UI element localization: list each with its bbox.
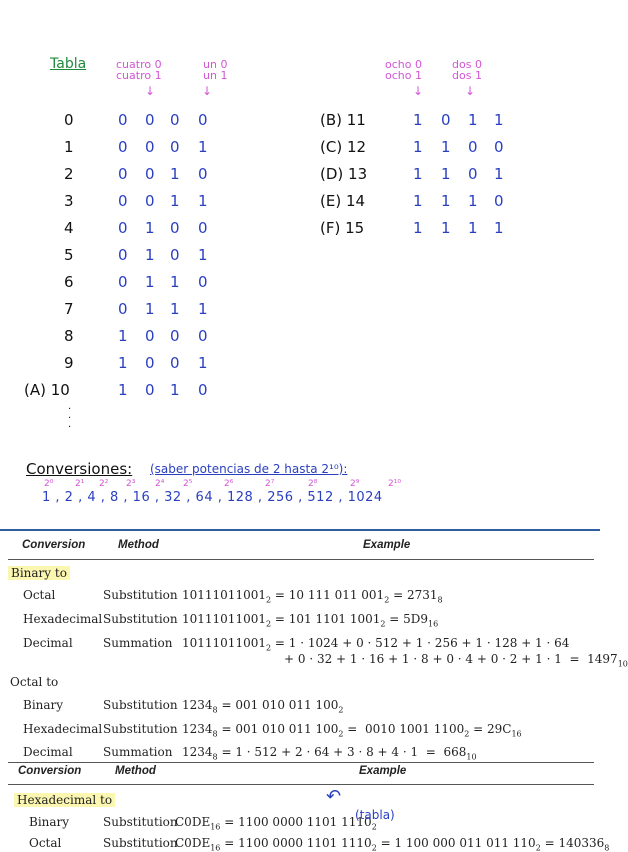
left-bit: 0 xyxy=(118,138,128,156)
left-bit: 0 xyxy=(118,111,128,129)
row-h-bin-example: $C0DE_{16} = 1100$ 0000 1101 $1110_2$ xyxy=(175,815,377,832)
left-bit: 0 xyxy=(145,165,155,183)
header-ocho-0: ocho 0 xyxy=(385,58,422,71)
header-example: Example xyxy=(363,539,411,551)
left-decimal: 4 xyxy=(64,219,74,237)
left-bit: 1 xyxy=(170,273,180,291)
row-h-oct-target: Octal xyxy=(29,836,62,850)
left-bit: 0 xyxy=(198,273,208,291)
left-decimal: 1 xyxy=(64,138,74,156)
right-bit: 1 xyxy=(413,111,423,129)
header-dos-1: dos 1 xyxy=(452,69,482,82)
header-method-2: Method xyxy=(115,765,156,777)
conversiones-note: (saber potencias de 2 hasta 2¹⁰): xyxy=(150,462,348,476)
header-rule-2 xyxy=(8,784,594,785)
right-bit: 1 xyxy=(468,192,478,210)
header-cuatro-1: cuatro 1 xyxy=(116,69,162,82)
power-label: 2⁵ xyxy=(183,479,193,489)
left-bit: 0 xyxy=(118,246,128,264)
left-bit: 1 xyxy=(170,381,180,399)
left-bit: 1 xyxy=(198,192,208,210)
power-label: 2⁴ xyxy=(155,479,165,489)
left-bit: 1 xyxy=(145,219,155,237)
right-bit: 0 xyxy=(468,165,478,183)
header-dos-0: dos 0 xyxy=(452,58,482,71)
left-bit: 1 xyxy=(170,300,180,318)
left-bit: 1 xyxy=(198,354,208,372)
row-o-dec-target: Decimal xyxy=(23,745,73,759)
left-bit: 1 xyxy=(198,246,208,264)
header-conversion: Conversion xyxy=(22,539,86,551)
power-label: 2⁷ xyxy=(265,479,275,489)
right-bit: 1 xyxy=(468,219,478,237)
right-bit: 1 xyxy=(413,138,423,156)
row-o-hex-method: Substitution xyxy=(103,722,178,736)
arrow-down-icon: ↓ xyxy=(465,84,476,98)
left-bit: 1 xyxy=(118,327,128,345)
row-b-octal-target: Octal xyxy=(23,588,56,602)
left-bit: 1 xyxy=(145,300,155,318)
header-un-1: un 1 xyxy=(203,69,228,82)
left-decimal: 5 xyxy=(64,246,74,264)
row-h-bin-method: Substitution xyxy=(103,815,178,829)
row-o-dec-method: Summation xyxy=(103,745,173,759)
left-bit: 0 xyxy=(198,219,208,237)
ellipsis-dots: . . . xyxy=(68,401,72,430)
right-bit: 1 xyxy=(468,111,478,129)
group-hex-to: Hexadecimal to xyxy=(14,793,115,807)
arrow-down-icon: ↓ xyxy=(413,84,424,98)
left-bit: 0 xyxy=(170,354,180,372)
right-decimal: (E) 14 xyxy=(320,192,366,210)
left-bit: 1 xyxy=(145,246,155,264)
left-bit: 1 xyxy=(118,354,128,372)
left-decimal: (A) 10 xyxy=(24,381,70,399)
left-decimal: 7 xyxy=(64,300,74,318)
right-decimal: (F) 15 xyxy=(320,219,365,237)
power-label: 2⁶ xyxy=(224,479,234,489)
right-bit: 1 xyxy=(494,111,504,129)
left-bit: 0 xyxy=(118,273,128,291)
section-rule xyxy=(8,762,594,763)
row-b-octal-example: $10111011001_2 = 10$ 111 011 $001_2 = 2731_8$ xyxy=(182,588,443,605)
arrow-down-icon: ↓ xyxy=(145,84,156,98)
group-octal-to: Octal to xyxy=(10,675,59,689)
header-example-2: Example xyxy=(359,765,407,777)
left-bit: 0 xyxy=(145,138,155,156)
left-decimal: 0 xyxy=(64,111,74,129)
left-decimal: 3 xyxy=(64,192,74,210)
right-bit: 1 xyxy=(441,138,451,156)
right-bit: 1 xyxy=(413,219,423,237)
left-decimal: 6 xyxy=(64,273,74,291)
power-label: 2² xyxy=(99,479,109,489)
left-bit: 0 xyxy=(145,381,155,399)
right-bit: 0 xyxy=(468,138,478,156)
power-label: 2¹⁰ xyxy=(388,479,401,489)
power-label: 2³ xyxy=(126,479,136,489)
left-bit: 0 xyxy=(198,111,208,129)
left-bit: 0 xyxy=(198,327,208,345)
left-bit: 0 xyxy=(170,219,180,237)
row-b-hex-method: Substitution xyxy=(103,612,178,626)
header-ocho-1: ocho 1 xyxy=(385,69,422,82)
left-bit: 0 xyxy=(170,111,180,129)
power-label: 2⁹ xyxy=(350,479,360,489)
row-b-dec-example-2: + $0 \cdot 32 + 1 \cdot 16 + 1 \cdot 8 + 0 \cdot 4 + 0 \cdot 2 + 1 \cdot 1 = 1497_{10}$ xyxy=(284,652,628,669)
row-h-oct-method: Substitution xyxy=(103,836,178,850)
left-bit: 0 xyxy=(118,165,128,183)
powers-values: 1 , 2 , 4 , 8 , 16 , 32 , 64 , 128 , 256 , 512 , 1024 xyxy=(42,490,383,505)
right-bit: 1 xyxy=(494,219,504,237)
power-label: 2¹ xyxy=(75,479,85,489)
conversiones-title: Conversiones: xyxy=(26,460,133,478)
row-o-bin-target: Binary xyxy=(23,698,64,712)
right-bit: 1 xyxy=(494,165,504,183)
header-un-0: un 0 xyxy=(203,58,228,71)
left-bit: 0 xyxy=(170,138,180,156)
left-bit: 0 xyxy=(145,192,155,210)
tabla-note: (tabla) xyxy=(355,808,395,822)
right-bit: 0 xyxy=(441,111,451,129)
row-o-bin-method: Substitution xyxy=(103,698,178,712)
right-bit: 1 xyxy=(441,192,451,210)
power-label: 2⁸ xyxy=(308,479,318,489)
row-b-dec-method: Summation xyxy=(103,636,173,650)
power-label: 2⁰ xyxy=(44,479,54,489)
row-b-octal-method: Substitution xyxy=(103,588,178,602)
row-b-dec-target: Decimal xyxy=(23,636,73,650)
header-cuatro-0: cuatro 0 xyxy=(116,58,162,71)
left-bit: 0 xyxy=(145,111,155,129)
curved-arrow-icon: ↶ xyxy=(326,786,342,807)
row-o-hex-example: $1234_8 = 001$ 010 011 $100_2 = 0010$ 1001 $1100_2 = 29C_{16}$ xyxy=(182,722,522,739)
right-bit: 1 xyxy=(441,165,451,183)
left-bit: 1 xyxy=(170,165,180,183)
left-decimal: 9 xyxy=(64,354,74,372)
left-bit: 0 xyxy=(170,327,180,345)
left-bit: 0 xyxy=(145,354,155,372)
row-h-bin-target: Binary xyxy=(29,815,70,829)
left-bit: 0 xyxy=(145,327,155,345)
group-binary-to: Binary to xyxy=(8,566,70,580)
left-bit: 0 xyxy=(118,219,128,237)
row-b-dec-example-1: $10111011001_2 = 1 \cdot 1024 + 0 \cdot 512 + 1 \cdot 256 + 1 \cdot 128 + 1 \cdot 64$ xyxy=(182,636,570,653)
row-o-dec-example: $1234_8 = 1 \cdot 512 + 2 \cdot 64 + 3 \cdot 8 + 4 \cdot 1 = 668_{10}$ xyxy=(182,745,477,762)
row-o-hex-target: Hexadecimal xyxy=(23,722,103,736)
right-bit: 0 xyxy=(494,138,504,156)
left-bit: 0 xyxy=(198,381,208,399)
left-decimal: 2 xyxy=(64,165,74,183)
right-decimal: (C) 12 xyxy=(320,138,367,156)
left-bit: 1 xyxy=(118,381,128,399)
right-bit: 1 xyxy=(413,165,423,183)
right-decimal: (B) 11 xyxy=(320,111,366,129)
left-bit: 1 xyxy=(198,300,208,318)
left-decimal: 8 xyxy=(64,327,74,345)
row-b-hex-target: Hexadecimal xyxy=(23,612,103,626)
left-bit: 0 xyxy=(118,192,128,210)
row-o-bin-example: $1234_8 = 001$ 010 011 $100_2$ xyxy=(182,698,344,715)
left-bit: 1 xyxy=(170,192,180,210)
left-bit: 0 xyxy=(118,300,128,318)
right-bit: 1 xyxy=(441,219,451,237)
tabla-label: Tabla xyxy=(50,56,87,72)
right-bit: 0 xyxy=(494,192,504,210)
arrow-down-icon: ↓ xyxy=(202,84,213,98)
row-h-oct-example: $C0DE_{16} = 1100$ 0000 1101 $1110_2 = 1$ 100 000 011 011 $110_2 = 140336_8$ xyxy=(175,836,610,852)
left-bit: 0 xyxy=(170,246,180,264)
left-bit: 1 xyxy=(198,138,208,156)
table-top-border xyxy=(0,529,600,531)
left-bit: 0 xyxy=(198,165,208,183)
right-decimal: (D) 13 xyxy=(320,165,368,183)
row-b-hex-example: $10111011001_2 = 101$ 1101 $1001_2 = 5D9_{16}$ xyxy=(182,612,439,629)
header-conversion-2: Conversion xyxy=(18,765,82,777)
right-bit: 1 xyxy=(413,192,423,210)
header-method: Method xyxy=(118,539,159,551)
header-rule xyxy=(8,559,594,560)
left-bit: 1 xyxy=(145,273,155,291)
